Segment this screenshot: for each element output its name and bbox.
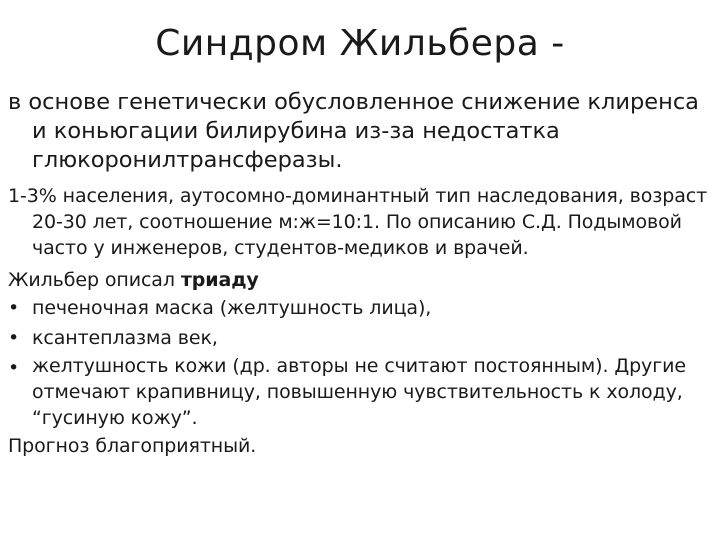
paragraph-definition: в основе генетически обусловленное снижение клиренса и коньюгации билирубина из-за недостатка глюкоронилтрансферазы. (8, 89, 699, 173)
list-item-text: печеночная маска (желтушность лица), (32, 297, 432, 319)
list-item (8, 323, 718, 353)
paragraph-prognosis: Прогноз благоприятный. (8, 435, 257, 457)
slide-title: Синдром Жильбера - (155, 23, 565, 64)
paragraph-triad-intro (8, 267, 718, 293)
list-item-text: желтушность кожи (др. авторы не считают постоянным). Другие отмечают крапивницу, повышенную чувствительность к холоду, “гусиную кожу”. (32, 355, 686, 429)
list-item-text: ксантеплазма век, (32, 327, 218, 349)
triad-list (8, 293, 718, 431)
triad-intro-text: Жильбер описал (8, 269, 181, 291)
paragraph-epidemiology: 1-3% населения, аутосомно-доминантный тип наследования, возраст 20-30 лет, соотношение м:ж=10:1. По описанию С.Д. Подымовой часто у инженеров, студентов-медиков и врачей. (8, 185, 708, 259)
list-item (8, 293, 718, 323)
bullet-marker: • (8, 327, 20, 349)
bullet-marker: • (8, 357, 20, 379)
triad-label: триаду (180, 269, 259, 291)
slide-body (8, 88, 718, 459)
bullet-marker: • (8, 297, 20, 319)
list-item (8, 353, 718, 431)
